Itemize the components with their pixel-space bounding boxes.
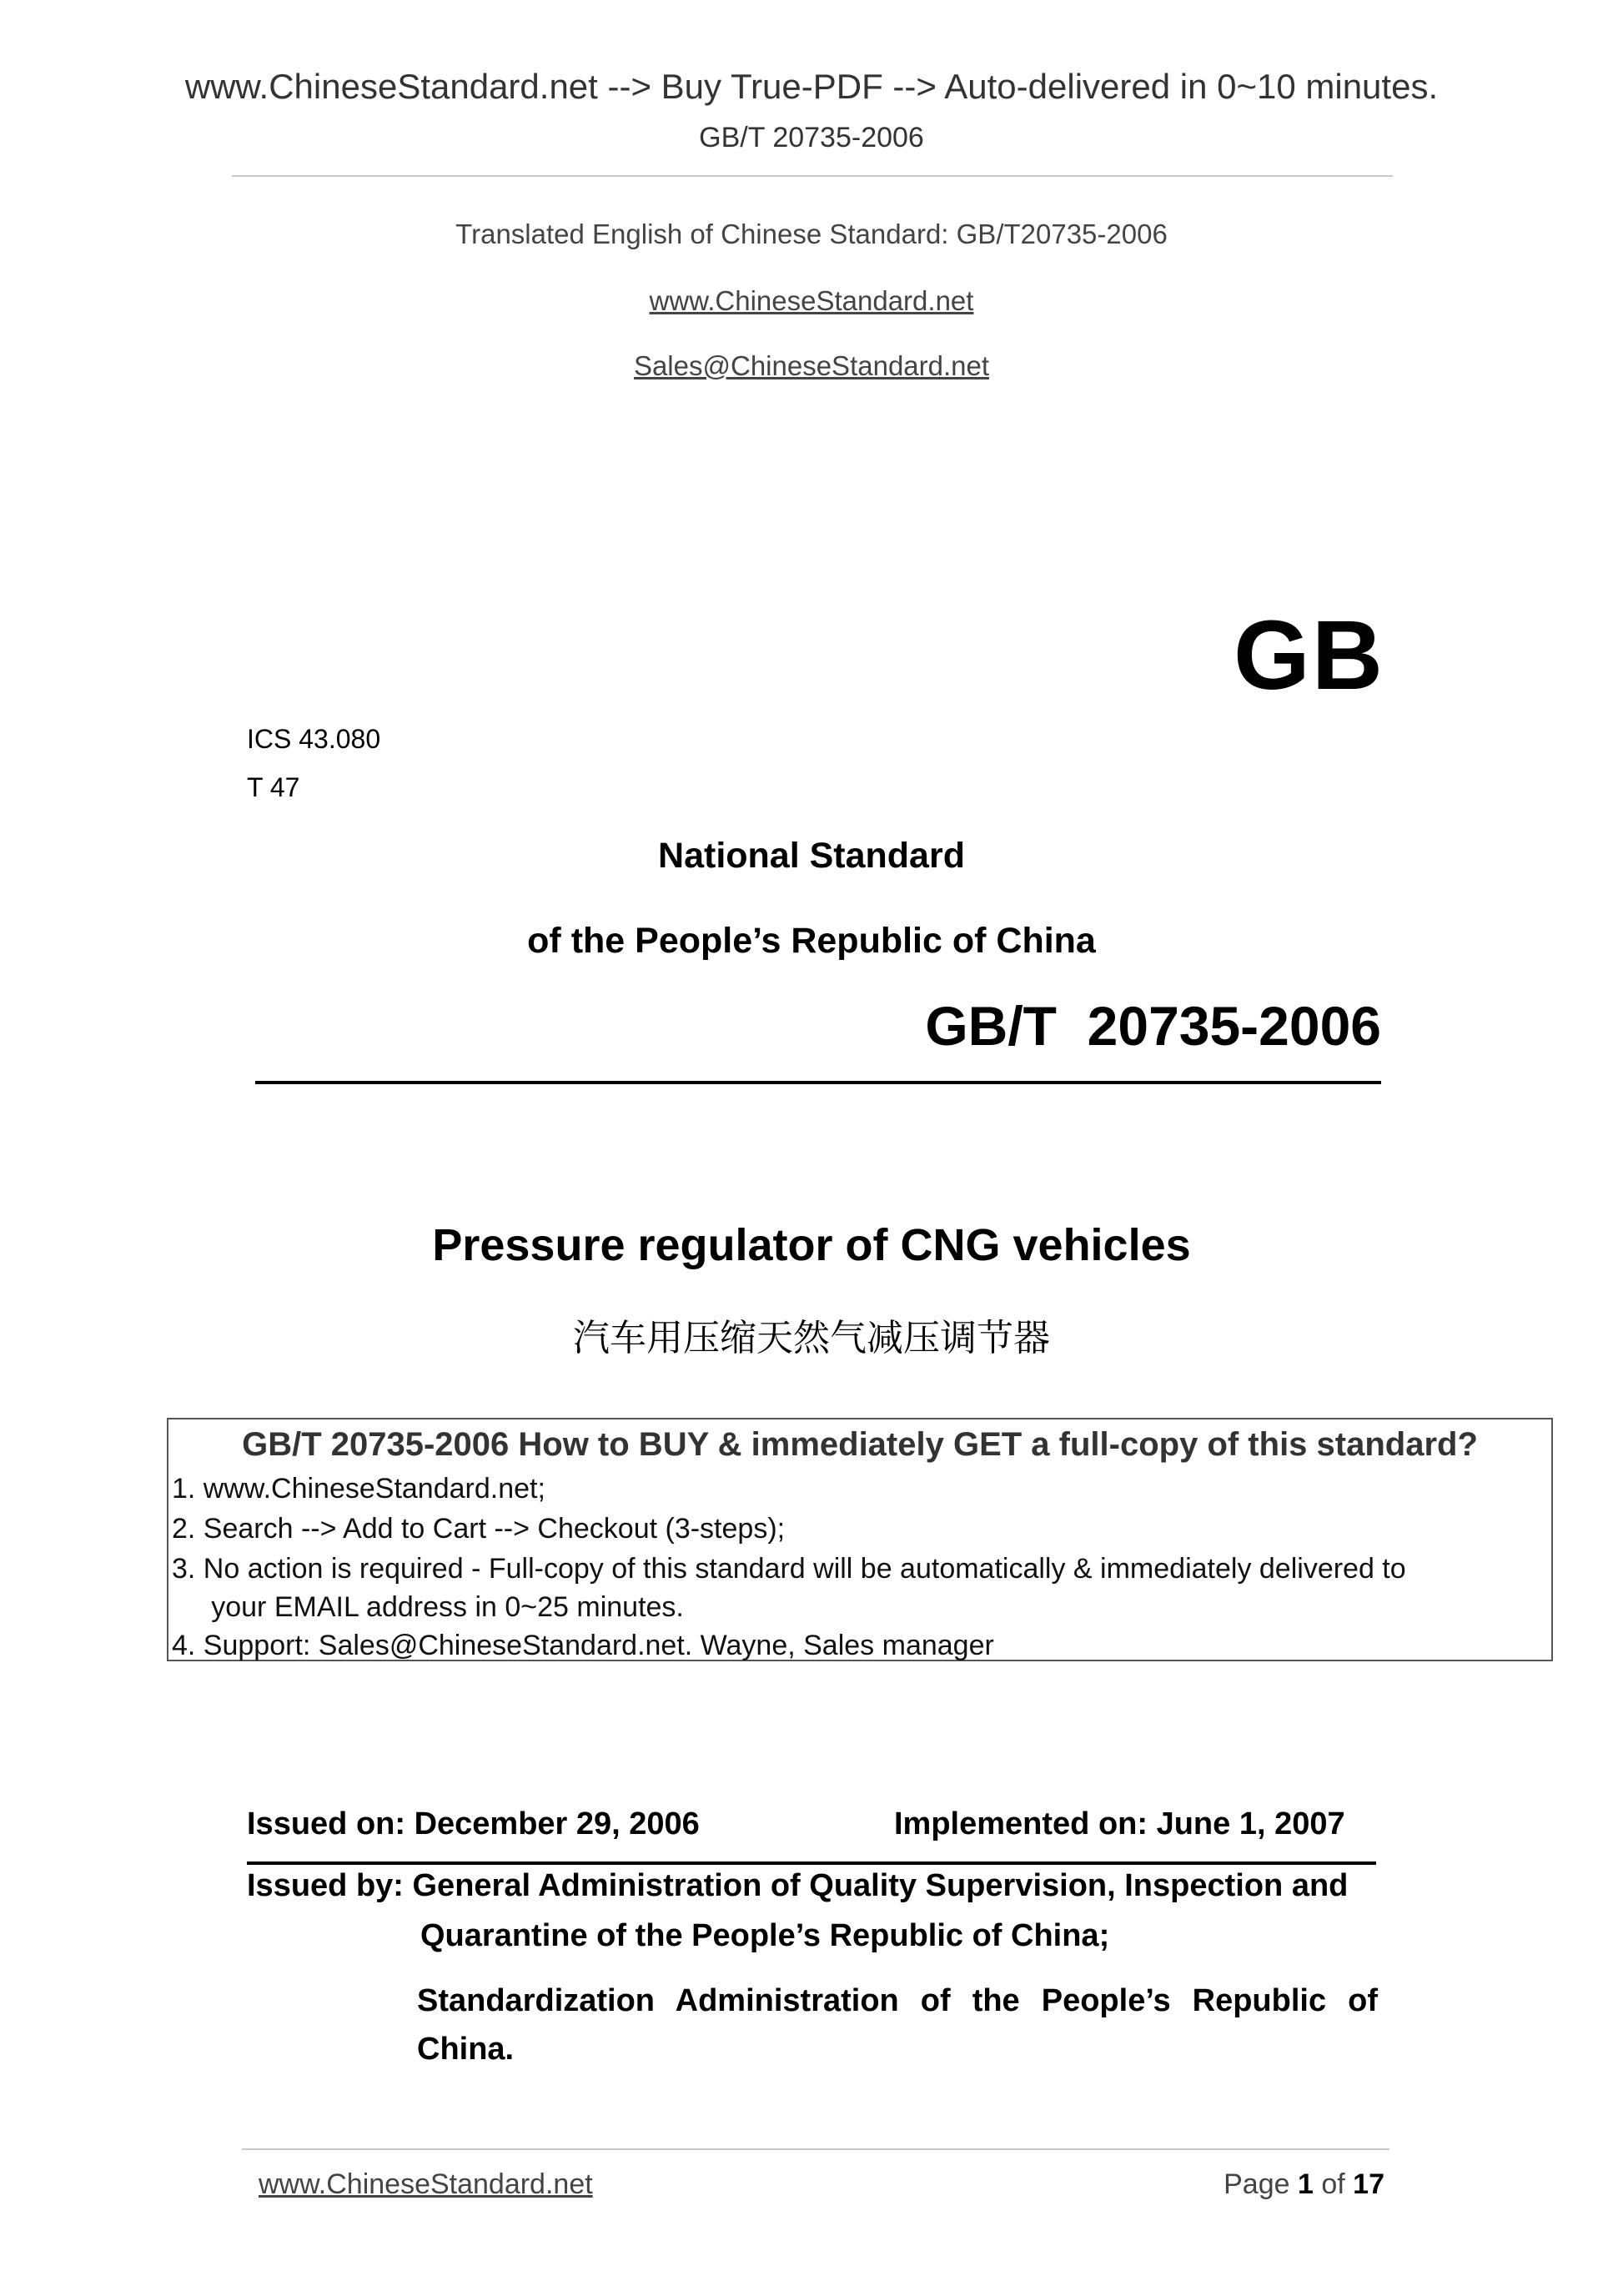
purchase-info-box [167,1418,1553,1661]
page-number [1224,2168,1384,2201]
header-standard-code: GB/T 20735-2006 [699,122,924,153]
ics-code: ICS 43.080 [247,724,381,754]
gb-logo: GB [1234,600,1384,711]
footer-row [259,2168,593,2201]
page-current: 1 [1297,2168,1314,2200]
purchase-step-continuation: your EMAIL address in 0~25 minutes. [172,1591,684,1623]
page-prefix: Page [1224,2168,1290,2200]
purchase-step: 2. Search --> Add to Cart --> Checkout (3-steps); [172,1513,786,1545]
header-divider [232,175,1393,177]
country-heading: of the People’s Republic of China [527,921,1096,961]
implemented-on-date: Implemented on: June 1, 2007 [894,1806,1345,1841]
issued-on-date: Issued on: December 29, 2006 [247,1806,700,1841]
email-link-row [0,350,1623,382]
purchase-step: 1. www.ChineseStandard.net; [172,1473,545,1505]
website-link[interactable]: www.ChineseStandard.net [649,285,974,316]
standard-number: GB/T 20735-2006 [925,995,1381,1057]
chinese-title: 汽车用压缩天然气减压调节器 [573,1317,1050,1359]
sales-email-link[interactable]: Sales@ChineseStandard.net [633,350,990,381]
issued-by-line-2: Quarantine of the People’s Republic of China; [420,1918,1110,1953]
footer-website-link[interactable]: www.ChineseStandard.net [259,2168,593,2200]
standard-number-divider [255,1081,1381,1084]
page-of: of [1321,2168,1345,2200]
purchase-step: 3. No action is required - Full-copy of this standard will be automatically & immediately delivered to [172,1553,1406,1585]
header-banner: www.ChineseStandard.net --> Buy True-PDF --> Auto-delivered in 0~10 minutes. [184,67,1439,106]
page-total: 17 [1353,2168,1384,2200]
translated-notice: Translated English of Chinese Standard: GB/T20735-2006 [455,219,1168,249]
purchase-info-title: GB/T 20735-2006 How to BUY & immediately GET a full-copy of this standard? [242,1426,1478,1463]
issued-by-line-1: Issued by: General Administration of Quality Supervision, Inspection and [247,1868,1349,1903]
issued-by-line-3: Standardization Administration of the People’s Republic of China. [417,1983,1378,2067]
national-standard-heading: National Standard [658,836,965,876]
website-link-row [0,285,1623,317]
issue-divider [247,1861,1376,1865]
english-title: Pressure regulator of CNG vehicles [432,1220,1191,1270]
purchase-step: 4. Support: Sales@ChineseStandard.net. Wayne, Sales manager [172,1630,994,1661]
t-code: T 47 [247,772,300,802]
footer-divider [242,2148,1389,2150]
